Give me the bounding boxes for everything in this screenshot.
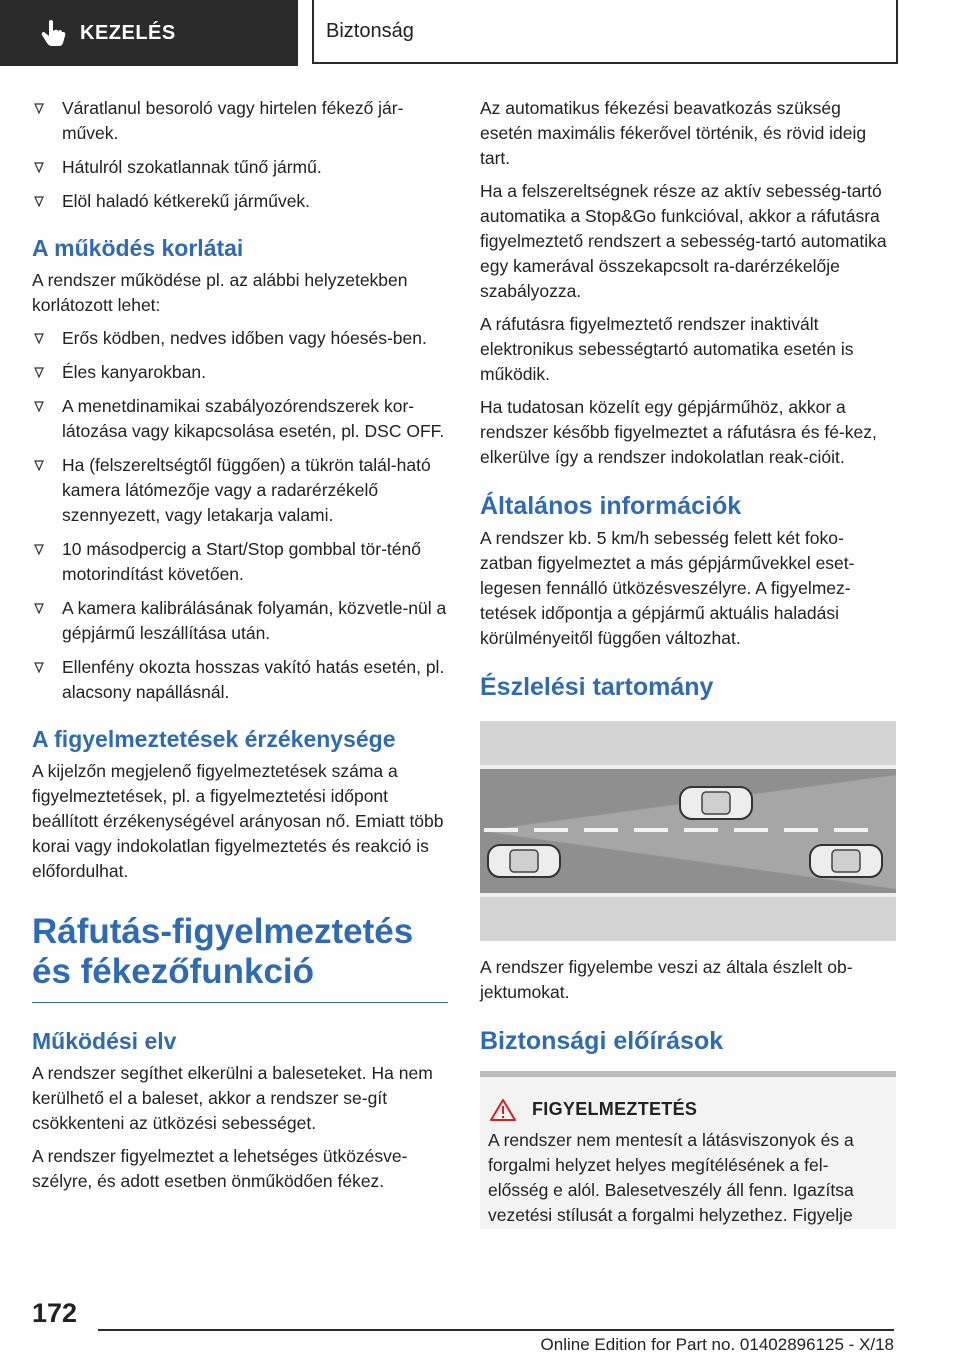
list-item: A menetdinamikai szabályozórendszerek kor-látozása vagy kikapcsolása esetén, pl. DSC OFF. [32,394,448,444]
list-item: Ellenfény okozta hosszas vakító hatás esetén, pl. alacsony napállásnál. [32,655,448,705]
principle-heading: Működési elv [32,1028,177,1054]
limits-bullet-list [32,326,448,705]
right-paragraph-4: Ha tudatosan közelít egy gépjárműhöz, akkor a rendszer később figyelmeztet a ráfutásra és fé-kez, elkerülve így a rendszer indokolatlan reak-cióit. [480,397,877,467]
main-section-title: Ráfutás-figyelmeztetés és fékezőfunkció [32,912,448,1003]
right-paragraph-3: A ráfutásra figyelmeztető rendszer inaktivált elektronikus sebességtartó automatika esetén is működik. [480,314,854,384]
warning-triangle-icon [490,1098,516,1122]
chapter-label: Biztonság [326,19,414,42]
triangle-bullet-icon [34,196,44,207]
footer-edition: Online Edition for Part no. 01402896125 - X/18 [540,1335,894,1354]
safety-heading: Biztonsági előírások [480,1027,724,1055]
principle-paragraph-1: A rendszer segíthet elkerülni a baleseteket. Ha nem kerülhető el a baleset, akkor a rendszer se-gít csökkenteni az ütközési sebességet. [32,1063,433,1133]
triangle-bullet-icon [34,367,44,378]
intro-bullet-list [32,96,448,214]
triangle-bullet-icon [34,333,44,344]
limits-text: A rendszer működése pl. az alábbi helyzetekben korlátozott lehet: [32,270,408,315]
warning-title: FIGYELMEZTETÉS [532,1099,698,1119]
range-heading: Észlelési tartomány [480,673,714,701]
triangle-bullet-icon [34,162,44,173]
triangle-bullet-icon [34,544,44,555]
triangle-bullet-icon [34,662,44,673]
list-item: Elöl haladó kétkerekű járművek. [32,189,448,214]
list-item: Hátulról szokatlannak tűnő jármű. [32,155,448,180]
triangle-bullet-icon [34,460,44,471]
warning-header [488,1097,888,1122]
section-tab [0,0,298,66]
right-paragraph-2: Ha a felszereltségnek része az aktív sebesség-tartó automatika a Stop&Go funkcióval, akkor a ráfutásra figyelmeztető rendszert a sebesség-tartó automatika egy kamerával összekapcsolt ra-darérzékelője szabályozza. [480,181,887,301]
list-item: A kamera kalibrálásának folyamán, közvetle-nül a gépjármű leszállítása után. [32,596,448,646]
range-caption: A rendszer figyelembe veszi az általa észlelt ob-jektumokat. [480,957,853,1002]
general-heading: Általános információk [480,492,742,520]
car-icon [810,845,882,877]
list-item: Éles kanyarokban. [32,360,448,385]
right-paragraph-1: Az automatikus fékezési beavatkozás szükség esetén maximális fékerővel történik, és rövid ideig tart. [480,98,867,168]
hand-pointer-icon [40,19,66,47]
car-icon [680,787,752,819]
list-item: Ha (felszereltségtől függően) a tükrön talál-ható kamera látómezője vagy a radarérzékelő szennyezett, vagy letakarja valami. [32,453,448,528]
triangle-bullet-icon [34,603,44,614]
left-column [32,96,448,1202]
list-item: Erős ködben, nedves időben vagy hóesés-ben. [32,326,448,351]
limits-heading: A működés korlátai [32,235,244,261]
principle-paragraph-2: A rendszer figyelmeztet a lehetséges ütközésve-szélyre, és adott esetben önműködően fékez. [32,1146,408,1191]
triangle-bullet-icon [34,401,44,412]
chapter-tab [312,0,898,64]
detection-range-illustration [480,721,896,941]
page-number: 172 [32,1298,78,1328]
list-item: Váratlanul besoroló vagy hirtelen fékező jár-művek. [32,96,448,146]
car-icon [488,845,560,877]
section-label: KEZELÉS [80,21,176,44]
sensitivity-text: A kijelzőn megjelenő figyelmeztetések száma a figyelmeztetések, pl. a figyelmeztetési időpont beállított érzékenységével arányosan nő. Emiatt több korai vagy indokolatlan figyelmeztetés és reakció is előfordulhat. [32,761,444,881]
sensitivity-heading: A figyelmeztetések érzékenysége [32,726,396,752]
page-header [0,0,960,66]
warning-text: A rendszer nem mentesít a látásviszonyok és a forgalmi helyzet helyes megítélésének a fel-elősség e alól. Balesetveszély áll fenn. Igazítsa vezetési stílusát a forgalmi helyzethez. Figyelje [488,1130,854,1225]
triangle-bullet-icon [34,103,44,114]
warning-box [480,1071,896,1229]
general-text: A rendszer kb. 5 km/h sebesség felett két foko-zatban figyelmeztet a más gépjárművekkel eset-legesen fennálló ütközésveszélyre. A figyelmez-tetések időpontja a gépjármű aktuális haladási körülményeitől függően változhat. [480,528,855,648]
list-item: 10 másodpercig a Start/Stop gombbal tör-ténő motorindítást követően. [32,537,448,587]
right-column [480,96,896,1229]
footer-divider [98,1329,894,1331]
